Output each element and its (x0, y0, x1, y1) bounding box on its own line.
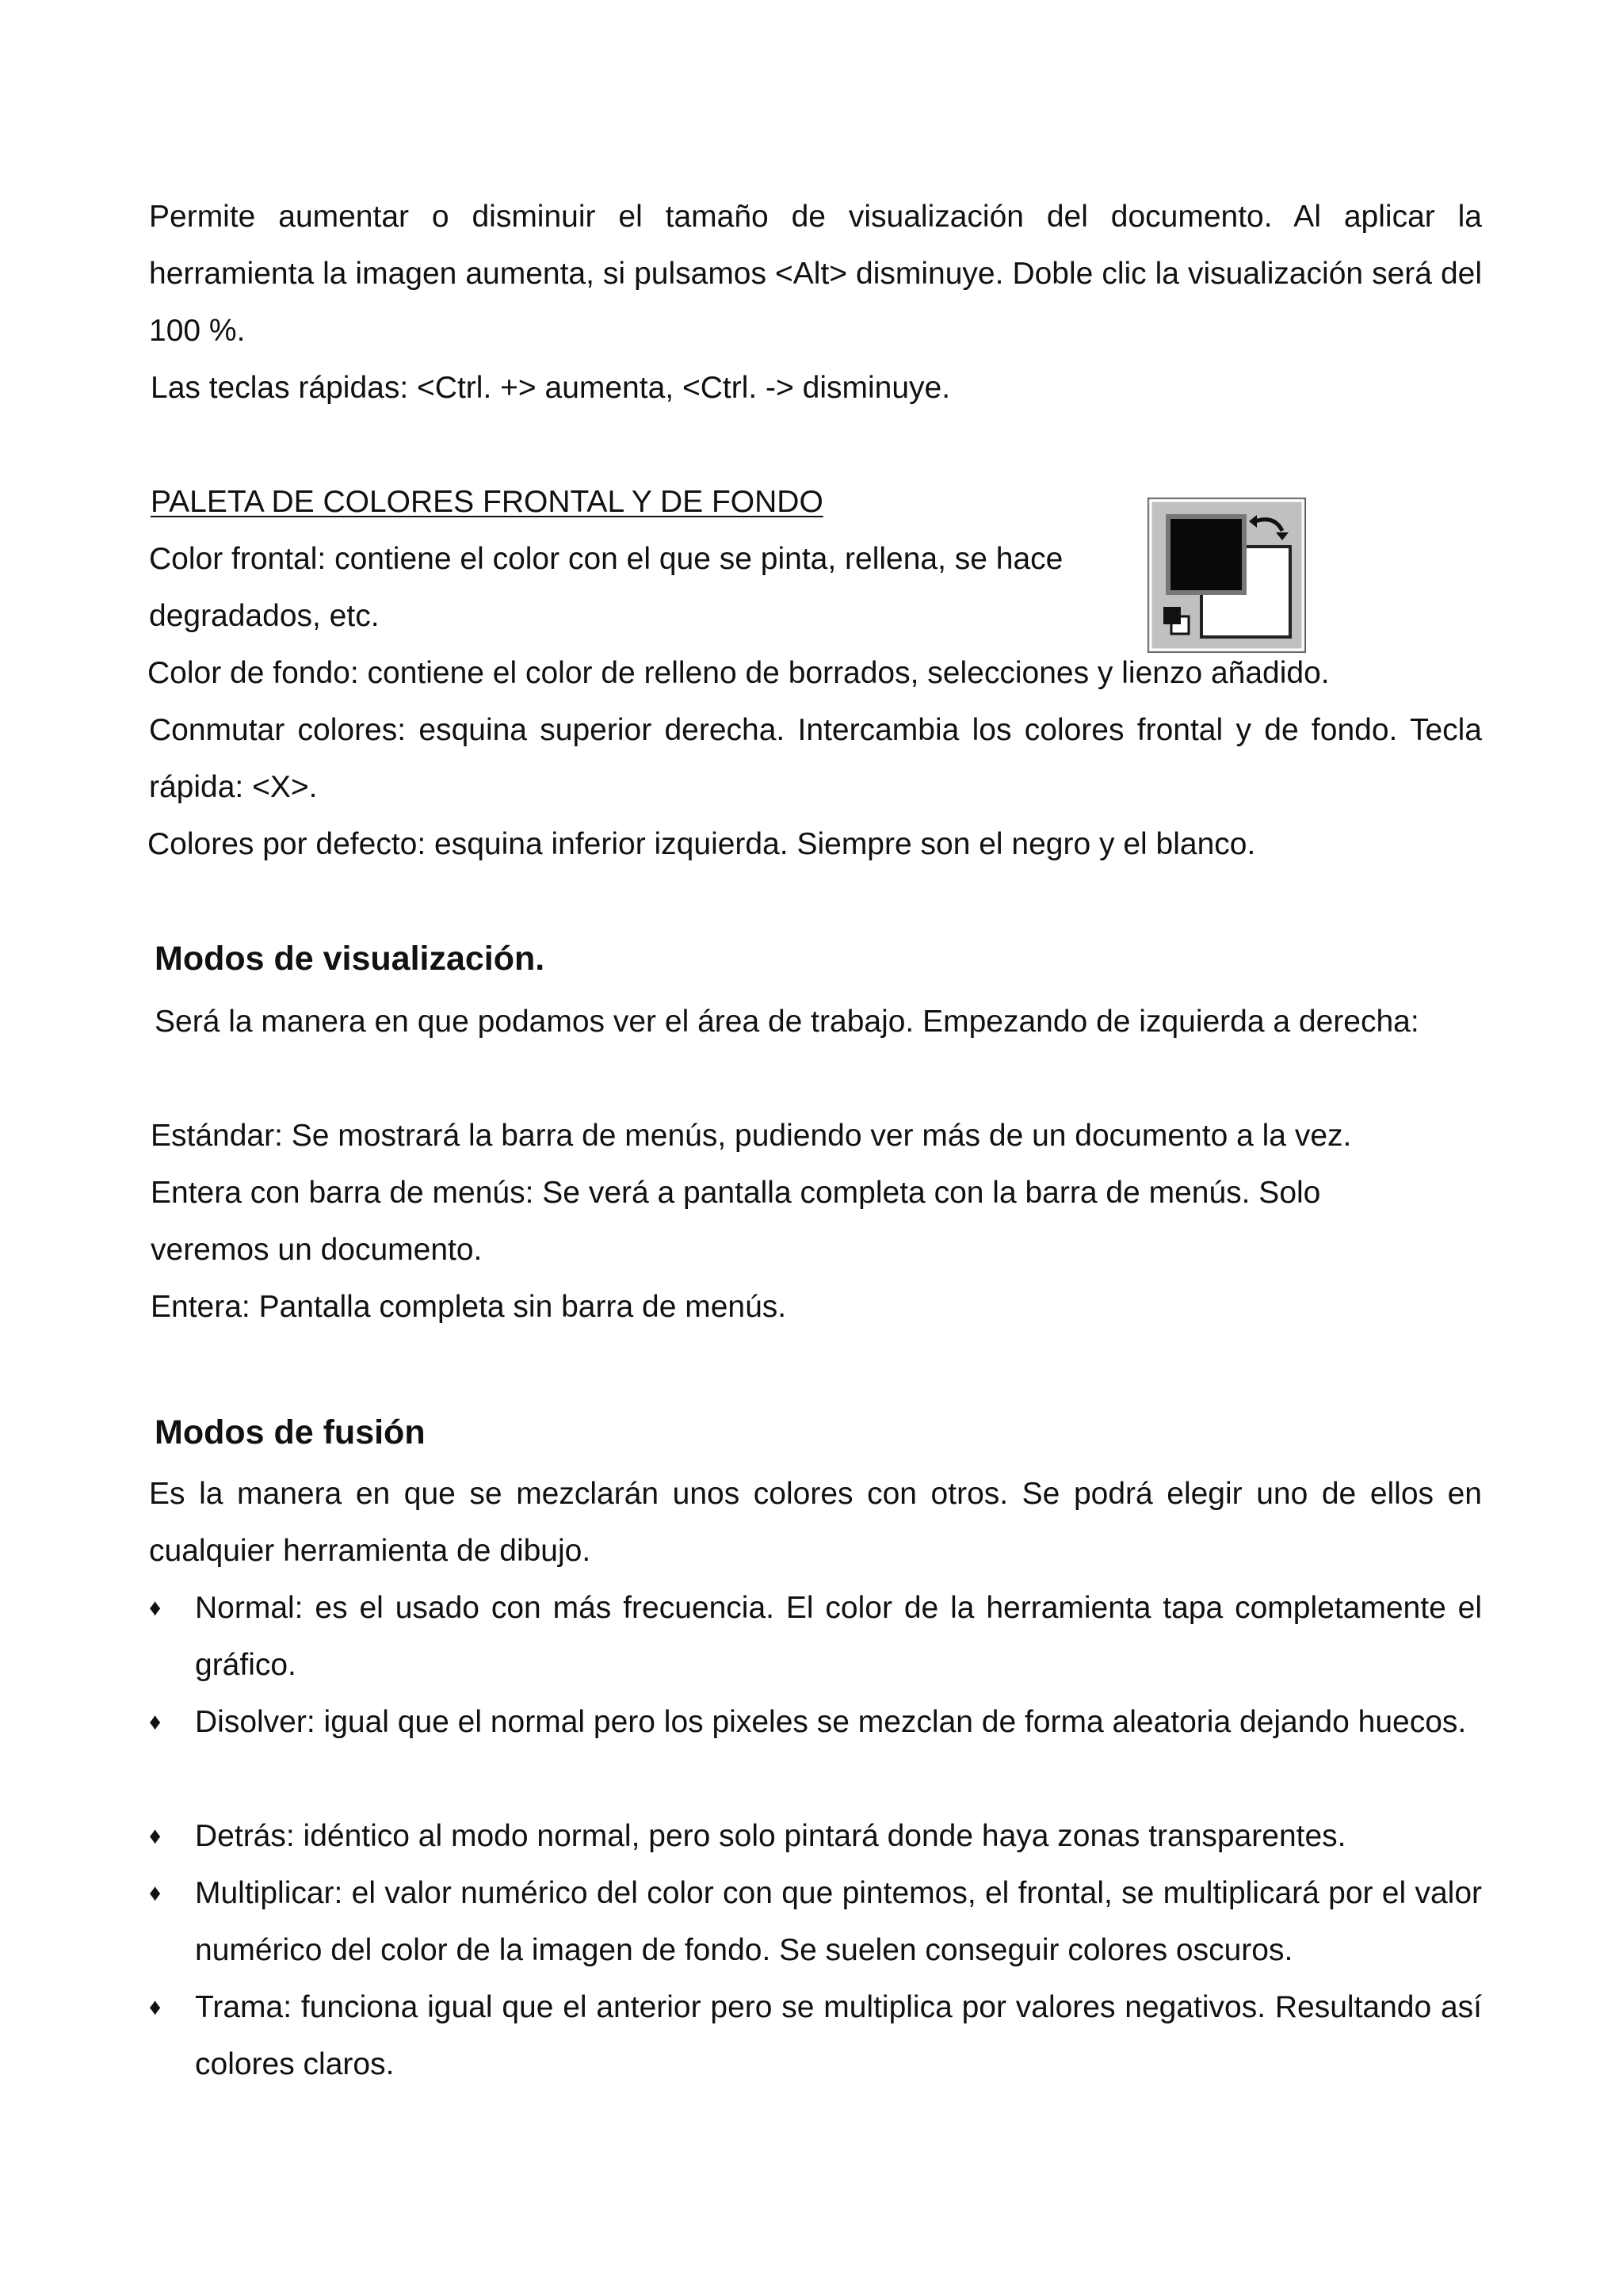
bullet-diamond-icon: ♦ (149, 1595, 162, 1621)
zoom-description-paragraph: Permite aumentar o disminuir el tamaño de visualización del documento. Al aplicar la herramienta la imagen aumenta, si pulsamos <Alt> disminuye. Doble clic la visualización será del 100 %. (149, 200, 1482, 348)
visualization-entera-text: Entera: Pantalla completa sin barra de menús. (151, 1290, 787, 1324)
fusion-item-disolver (149, 1694, 1482, 1751)
palette-section-title: PALETA DE COLORES FRONTAL Y DE FONDO (151, 485, 823, 519)
palette-conmutar-text: Conmutar colores: esquina superior derecha. Intercambia los colores frontal y de fondo. Tecla rápida: <X>. (149, 713, 1482, 804)
fusion-item-multiplicar (149, 1865, 1482, 1979)
bullet-diamond-icon: ♦ (149, 1709, 162, 1735)
fusion-item-text: Disolver: igual que el normal pero los pixeles se mezclan de forma aleatoria dejando huecos. (195, 1705, 1467, 1739)
fusion-intro-text: Es la manera en que se mezclarán unos colores con otros. Se podrá elegir uno de ellos en cualquier herramienta de dibujo. (149, 1477, 1482, 1568)
visualization-entera-menus-text: Entera con barra de menús: Se verá a pantalla completa con la barra de menús. Solo veremos un documento. (151, 1176, 1321, 1267)
palette-frontal-text: Color frontal: contiene el color con el que se pinta, rellena, se hace degradados, etc. (149, 542, 1064, 633)
visualization-intro-text: Será la manera en que podamos ver el área de trabajo. Empezando de izquierda a derecha: (155, 1005, 1419, 1039)
fusion-item-trama (149, 1979, 1482, 2093)
palette-defecto-text: Colores por defecto: esquina inferior izquierda. Siempre son el negro y el blanco. (147, 827, 1256, 861)
palette-fondo-text: Color de fondo: contiene el color de relleno de borrados, selecciones y lienzo añadido. (147, 656, 1330, 690)
bullet-diamond-icon: ♦ (149, 1880, 162, 1906)
fusion-item-normal (149, 1580, 1482, 1694)
zoom-shortcuts-line: Las teclas rápidas: <Ctrl. +> aumenta, <Ctrl. -> disminuye. (151, 371, 951, 405)
color-palette-widget (1148, 498, 1306, 653)
fusion-item-text: Detrás: idéntico al modo normal, pero solo pintará donde haya zonas transparentes. (195, 1819, 1346, 1853)
foreground-color-swatch[interactable] (1168, 517, 1244, 593)
visualization-estandar-text: Estándar: Se mostrará la barra de menús, pudiendo ver más de un documento a la vez. (151, 1119, 1352, 1153)
fusion-item-text: Multiplicar: el valor numérico del color con que pintemos, el frontal, se multiplicará por el valor numérico del color de la imagen de fondo. Se suelen conseguir colores oscuros. (195, 1876, 1482, 1967)
fusion-item-text: Normal: es el usado con más frecuencia. El color de la herramienta tapa completamente el gráfico. (195, 1591, 1482, 1682)
fusion-item-text: Trama: funciona igual que el anterior pero se multiplica por valores negativos. Resultando así colores claros. (195, 1990, 1482, 2081)
fusion-modes-heading: Modos de fusión (155, 1413, 426, 1451)
fusion-item-detras (149, 1808, 1482, 1865)
bullet-diamond-icon: ♦ (149, 1823, 162, 1849)
bullet-diamond-icon: ♦ (149, 1994, 162, 2020)
visualization-modes-heading: Modos de visualización. (155, 940, 545, 978)
